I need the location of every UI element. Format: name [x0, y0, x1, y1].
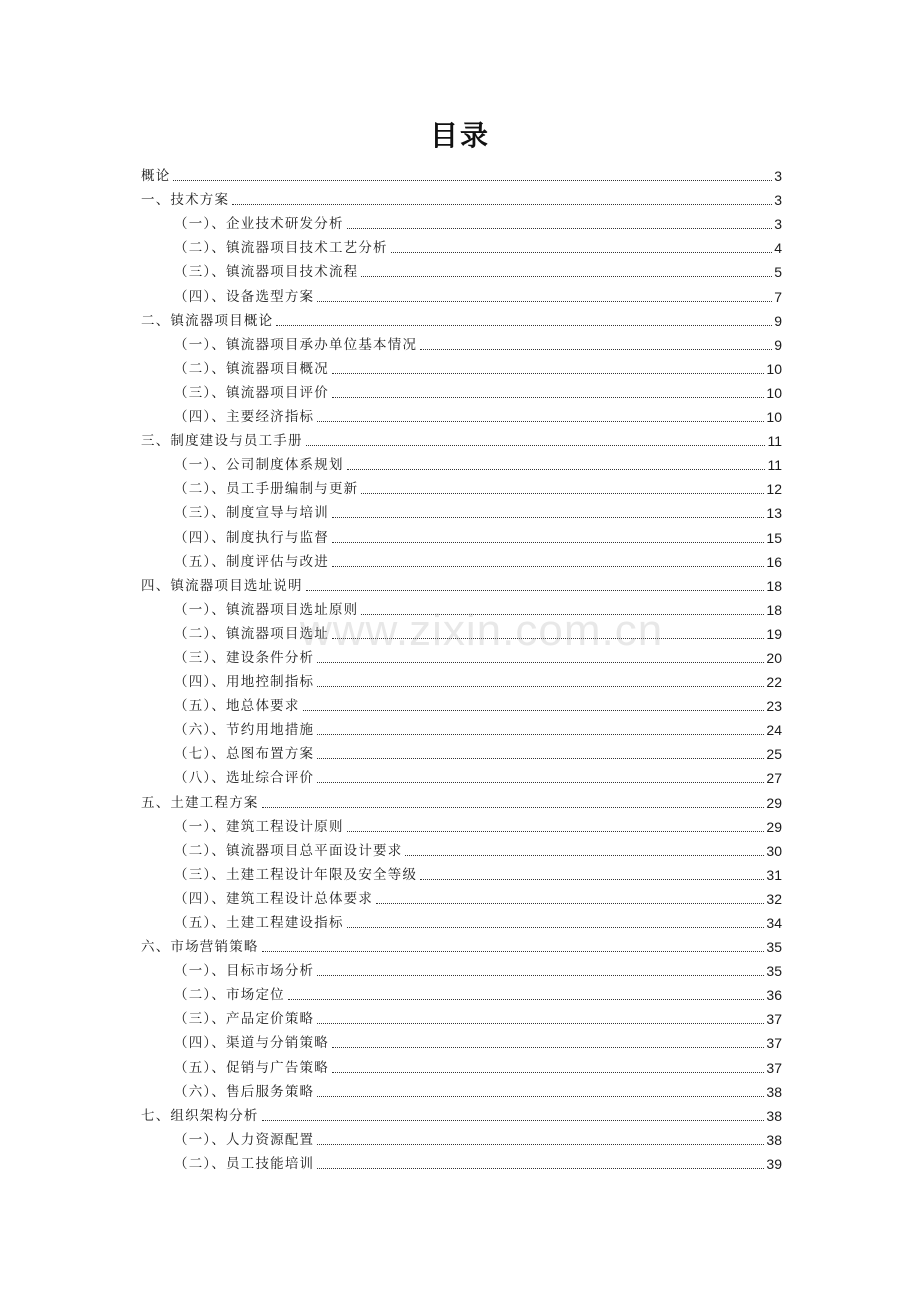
toc-entry-page-number: 11 — [767, 433, 782, 450]
toc-dot-leader — [332, 542, 764, 543]
toc-subsection-entry[interactable] — [141, 281, 782, 305]
toc-entry-label: （三）、建设条件分析 — [174, 649, 315, 666]
toc-dot-leader — [288, 999, 765, 1000]
toc-entry-label: （二）、市场定位 — [174, 987, 285, 1004]
toc-subsection-entry[interactable] — [141, 1028, 782, 1052]
toc-entry-label: （二）、镇流器项目总平面设计要求 — [174, 842, 403, 859]
toc-subsection-entry[interactable] — [141, 691, 782, 715]
toc-subsection-entry[interactable] — [141, 595, 782, 619]
toc-entry-page-number: 10 — [766, 360, 782, 377]
toc-entry-label: （二）、镇流器项目选址 — [174, 625, 329, 642]
toc-dot-leader — [303, 710, 765, 711]
toc-subsection-entry[interactable] — [141, 330, 782, 354]
toc-entry-page-number: 9 — [774, 312, 782, 329]
toc-entry-page-number: 25 — [766, 746, 782, 763]
toc-entry-page-number: 32 — [766, 890, 782, 907]
toc-entry-page-number: 29 — [766, 818, 782, 835]
toc-dot-leader — [173, 180, 772, 181]
toc-subsection-entry[interactable] — [141, 956, 782, 980]
toc-entry-page-number: 10 — [766, 384, 782, 401]
toc-entry-page-number: 15 — [766, 529, 782, 546]
toc-entry-page-number: 37 — [766, 1011, 782, 1028]
toc-section-entry[interactable] — [141, 185, 782, 209]
toc-dot-leader — [420, 349, 772, 350]
toc-entry-page-number: 13 — [766, 505, 782, 522]
toc-entry-label: （一）、目标市场分析 — [174, 963, 315, 980]
toc-entry-label: （一）、企业技术研发分析 — [174, 216, 344, 233]
toc-dot-leader — [317, 1096, 764, 1097]
toc-dot-leader — [361, 614, 764, 615]
toc-dot-leader — [332, 1072, 764, 1073]
toc-subsection-entry[interactable] — [141, 209, 782, 233]
toc-dot-leader — [361, 276, 772, 277]
toc-dot-leader — [317, 301, 772, 302]
toc-subsection-entry[interactable] — [141, 715, 782, 739]
toc-dot-leader — [276, 325, 772, 326]
toc-subsection-entry[interactable] — [141, 522, 782, 546]
toc-subsection-entry[interactable] — [141, 980, 782, 1004]
toc-entry-label: （七）、总图布置方案 — [174, 746, 315, 763]
toc-entry-page-number: 3 — [774, 216, 782, 233]
toc-entry-label: （四）、渠道与分销策略 — [174, 1035, 329, 1052]
toc-subsection-entry[interactable] — [141, 354, 782, 378]
toc-dot-leader — [317, 686, 764, 687]
toc-entry-page-number: 16 — [766, 553, 782, 570]
toc-entry-page-number: 24 — [766, 722, 782, 739]
toc-dot-leader — [232, 204, 772, 205]
toc-subsection-entry[interactable] — [141, 908, 782, 932]
toc-subsection-entry[interactable] — [141, 450, 782, 474]
toc-entry-page-number: 20 — [766, 649, 782, 666]
toc-section-entry[interactable] — [141, 571, 782, 595]
toc-entry-page-number: 12 — [766, 481, 782, 498]
toc-entry-page-number: 4 — [774, 240, 782, 257]
toc-entry-page-number: 27 — [766, 770, 782, 787]
toc-entry-page-number: 18 — [766, 577, 782, 594]
toc-entry-page-number: 7 — [774, 288, 782, 305]
toc-entry-label: （六）、节约用地措施 — [174, 722, 315, 739]
toc-entry-label: （四）、制度执行与监督 — [174, 529, 329, 546]
toc-entry-page-number: 35 — [766, 963, 782, 980]
toc-entry-label: （一）、公司制度体系规划 — [174, 457, 344, 474]
toc-dot-leader — [376, 903, 764, 904]
toc-entry-label: （四）、设备选型方案 — [174, 288, 315, 305]
toc-dot-leader — [306, 445, 766, 446]
toc-entry-label: 七、组织架构分析 — [141, 1107, 259, 1124]
toc-section-entry[interactable] — [141, 306, 782, 330]
toc-subsection-entry[interactable] — [141, 836, 782, 860]
watermark: www.zixin.com.cn — [300, 606, 664, 655]
toc-dot-leader — [317, 1168, 764, 1169]
toc-subsection-entry[interactable] — [141, 474, 782, 498]
toc-section-entry[interactable] — [141, 787, 782, 811]
toc-entry-page-number: 9 — [774, 336, 782, 353]
toc-entry-page-number: 36 — [766, 987, 782, 1004]
toc-entry-label: （一）、镇流器项目选址原则 — [174, 601, 359, 618]
toc-entry-label: （五）、制度评估与改进 — [174, 553, 329, 570]
toc-entry-label: （五）、促销与广告策略 — [174, 1059, 329, 1076]
toc-entry-page-number: 18 — [766, 601, 782, 618]
toc-subsection-entry[interactable] — [141, 884, 782, 908]
toc-entry-label: （二）、员工技能培训 — [174, 1155, 315, 1172]
toc-dot-leader — [420, 879, 764, 880]
toc-entry-label: （三）、制度宣导与培训 — [174, 505, 329, 522]
toc-entry-label: （二）、镇流器项目技术工艺分析 — [174, 240, 388, 257]
toc-entry-label: （二）、镇流器项目概况 — [174, 360, 329, 377]
toc-entry-page-number: 10 — [766, 409, 782, 426]
toc-dot-leader — [332, 1047, 764, 1048]
toc-subsection-entry[interactable] — [141, 667, 782, 691]
toc-entry-page-number: 29 — [766, 794, 782, 811]
toc-section-entry[interactable] — [141, 426, 782, 450]
toc-dot-leader — [347, 228, 773, 229]
toc-dot-leader — [317, 421, 764, 422]
toc-entry-label: （三）、土建工程设计年限及安全等级 — [174, 866, 418, 883]
toc-entry-label: （四）、用地控制指标 — [174, 674, 315, 691]
toc-section-entry[interactable] — [141, 161, 782, 185]
toc-dot-leader — [332, 566, 764, 567]
toc-entry-page-number: 38 — [766, 1131, 782, 1148]
toc-entry-label: （五）、土建工程建设指标 — [174, 915, 344, 931]
toc-subsection-entry[interactable] — [141, 1125, 782, 1149]
toc-dot-leader — [332, 397, 764, 398]
toc-entry-page-number: 5 — [774, 264, 782, 281]
toc-list — [141, 161, 782, 1173]
toc-entry-label: （一）、建筑工程设计原则 — [174, 818, 344, 835]
toc-dot-leader — [317, 1023, 764, 1024]
toc-dot-leader — [317, 734, 764, 735]
toc-dot-leader — [361, 493, 764, 494]
toc-entry-page-number: 38 — [766, 1083, 782, 1100]
toc-entry-label: 二、镇流器项目概论 — [141, 312, 274, 329]
toc-dot-leader — [306, 590, 765, 591]
toc-entry-page-number: 11 — [767, 457, 782, 474]
toc-dot-leader — [332, 638, 764, 639]
toc-entry-page-number: 35 — [766, 939, 782, 956]
toc-subsection-entry[interactable] — [141, 619, 782, 643]
toc-subsection-entry[interactable] — [141, 402, 782, 426]
toc-subsection-entry[interactable] — [141, 643, 782, 667]
toc-entry-page-number: 3 — [774, 192, 782, 209]
toc-entry-page-number: 3 — [774, 168, 782, 185]
toc-entry-page-number: 31 — [766, 866, 782, 883]
toc-dot-leader — [262, 1120, 765, 1121]
toc-subsection-entry[interactable] — [141, 812, 782, 836]
toc-entry-label: （六）、售后服务策略 — [174, 1083, 315, 1100]
toc-subsection-entry[interactable] — [141, 763, 782, 787]
toc-entry-label: （四）、主要经济指标 — [174, 409, 315, 426]
toc-dot-leader — [332, 517, 764, 518]
toc-subsection-entry[interactable] — [141, 1149, 782, 1173]
toc-section-entry[interactable] — [141, 1101, 782, 1125]
toc-dot-leader — [347, 927, 765, 928]
toc-entry-label: （三）、镇流器项目评价 — [174, 384, 329, 401]
toc-subsection-entry[interactable] — [141, 547, 782, 571]
toc-subsection-entry[interactable] — [141, 1004, 782, 1028]
toc-entry-label: （三）、产品定价策略 — [174, 1011, 315, 1028]
toc-entry-label: （二）、员工手册编制与更新 — [174, 481, 359, 498]
toc-entry-label: 三、制度建设与员工手册 — [141, 433, 303, 450]
toc-subsection-entry[interactable] — [141, 498, 782, 522]
toc-dot-leader — [391, 252, 772, 253]
toc-entry-label: （五）、地总体要求 — [174, 698, 300, 715]
toc-dot-leader — [317, 782, 764, 783]
toc-dot-leader — [347, 831, 765, 832]
toc-section-entry[interactable] — [141, 932, 782, 956]
toc-dot-leader — [317, 1144, 764, 1145]
toc-entry-label: （一）、人力资源配置 — [174, 1131, 315, 1148]
toc-entry-label: （一）、镇流器项目承办单位基本情况 — [174, 336, 418, 353]
toc-dot-leader — [332, 373, 764, 374]
toc-entry-page-number: 39 — [766, 1155, 782, 1172]
toc-entry-page-number: 37 — [766, 1059, 782, 1076]
toc-subsection-entry[interactable] — [141, 1052, 782, 1076]
toc-entry-page-number: 30 — [766, 842, 782, 859]
toc-subsection-entry[interactable] — [141, 233, 782, 257]
toc-dot-leader — [317, 758, 764, 759]
toc-subsection-entry[interactable] — [141, 860, 782, 884]
toc-entry-label: 五、土建工程方案 — [141, 794, 259, 811]
toc-entry-page-number: 38 — [766, 1107, 782, 1124]
toc-entry-page-number: 22 — [766, 674, 782, 691]
toc-dot-leader — [317, 975, 764, 976]
toc-dot-leader — [317, 662, 764, 663]
toc-entry-label: （四）、建筑工程设计总体要求 — [174, 890, 374, 907]
toc-entry-label: （三）、镇流器项目技术流程 — [174, 264, 359, 281]
toc-subsection-entry[interactable] — [141, 257, 782, 281]
toc-entry-label: （八）、选址综合评价 — [174, 770, 315, 787]
toc-dot-leader — [262, 807, 765, 808]
toc-entry-page-number: 23 — [766, 698, 782, 715]
toc-entry-label: 概论 — [141, 168, 171, 185]
toc-dot-leader — [262, 951, 765, 952]
toc-subsection-entry[interactable] — [141, 378, 782, 402]
toc-subsection-entry[interactable] — [141, 1077, 782, 1101]
toc-entry-label: 六、市场营销策略 — [141, 939, 259, 956]
toc-entry-label: 一、技术方案 — [141, 192, 230, 209]
toc-dot-leader — [405, 855, 764, 856]
toc-entry-page-number: 19 — [766, 625, 782, 642]
toc-entry-page-number: 37 — [766, 1035, 782, 1052]
toc-entry-page-number: 34 — [766, 915, 782, 931]
toc-entry-label: 四、镇流器项目选址说明 — [141, 577, 303, 594]
toc-subsection-entry[interactable] — [141, 739, 782, 763]
toc-dot-leader — [347, 469, 766, 470]
toc-title: 目录 — [429, 119, 490, 152]
